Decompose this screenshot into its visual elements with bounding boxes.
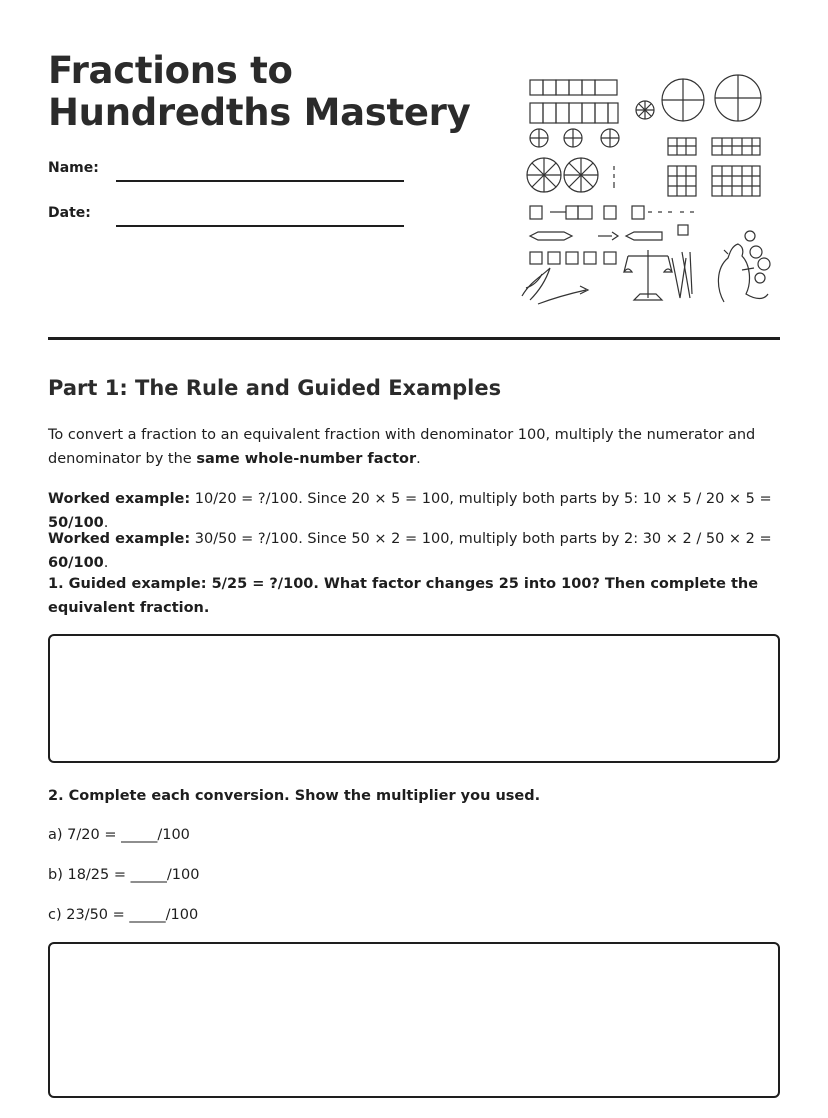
rule-text-bold: same whole-number factor [196, 451, 417, 467]
conversion-item-a: a) 7/20 = _____/100 [48, 827, 190, 843]
fraction-circle-icon [636, 101, 654, 119]
rule-text-end: . [416, 451, 421, 467]
rule-paragraph [48, 423, 780, 471]
quartered-circle-icon [715, 75, 761, 121]
answer-box-2[interactable] [48, 942, 780, 1098]
worked-example-label: Worked example: [48, 491, 191, 507]
square-row-icon [530, 252, 616, 264]
name-line[interactable] [116, 180, 404, 182]
worked-example-label: Worked example: [48, 531, 191, 547]
name-label: Name: [48, 160, 99, 176]
balance-scale-icon [624, 250, 672, 300]
worksheet-title: Fractions to Hundredths Mastery [48, 49, 471, 134]
kangaroo-icon [718, 231, 770, 302]
arrow-row-icon [530, 225, 688, 240]
part1-heading: Part 1: The Rule and Guided Examples [48, 376, 502, 400]
worked-example-answer: 60/100 [48, 555, 104, 571]
square-strip-icon [530, 80, 617, 95]
rule-text-start: To convert a fraction to an equivalent fraction with denominator 100, multiply the numerator and denominator by the [48, 427, 756, 467]
pie-circle-icon [527, 158, 598, 192]
grid-icon [668, 166, 760, 196]
question-2: 2. Complete each conversion. Show the multiplier you used. [48, 788, 541, 804]
worked-example-end: . [103, 555, 109, 571]
square-strip-icon [530, 103, 618, 123]
question-1: 1. Guided example: 5/25 = ?/100. What factor changes 25 into 100? Then complete the equivalent fraction. [48, 576, 759, 616]
box-arrow-icon [530, 206, 694, 219]
grid-icon [668, 138, 760, 155]
leaf-sprig-icon [522, 268, 588, 304]
worked-example-2 [48, 527, 780, 575]
header-divider [48, 337, 780, 340]
fraction-clipart-illustration [516, 68, 778, 312]
pencil-icon [672, 252, 692, 298]
small-circles-icon [530, 129, 619, 147]
conversion-item-c: c) 23/50 = _____/100 [48, 907, 199, 923]
worked-example-end: . [103, 515, 109, 531]
worked-example-answer: 50/100 [48, 515, 104, 531]
date-line[interactable] [116, 225, 404, 227]
worked-example-text: 10/20 = ?/100. Since 20 × 5 = 100, multiply both parts by 5: 10 × 5 / 20 × 5 = [190, 491, 772, 507]
date-label: Date: [48, 205, 91, 221]
conversion-item-b: b) 18/25 = _____/100 [48, 867, 200, 883]
worked-example-text: 30/50 = ?/100. Since 50 × 2 = 100, multiply both parts by 2: 30 × 2 / 50 × 2 = [190, 531, 772, 547]
quartered-circle-icon [662, 79, 704, 121]
answer-box-1[interactable] [48, 634, 780, 763]
